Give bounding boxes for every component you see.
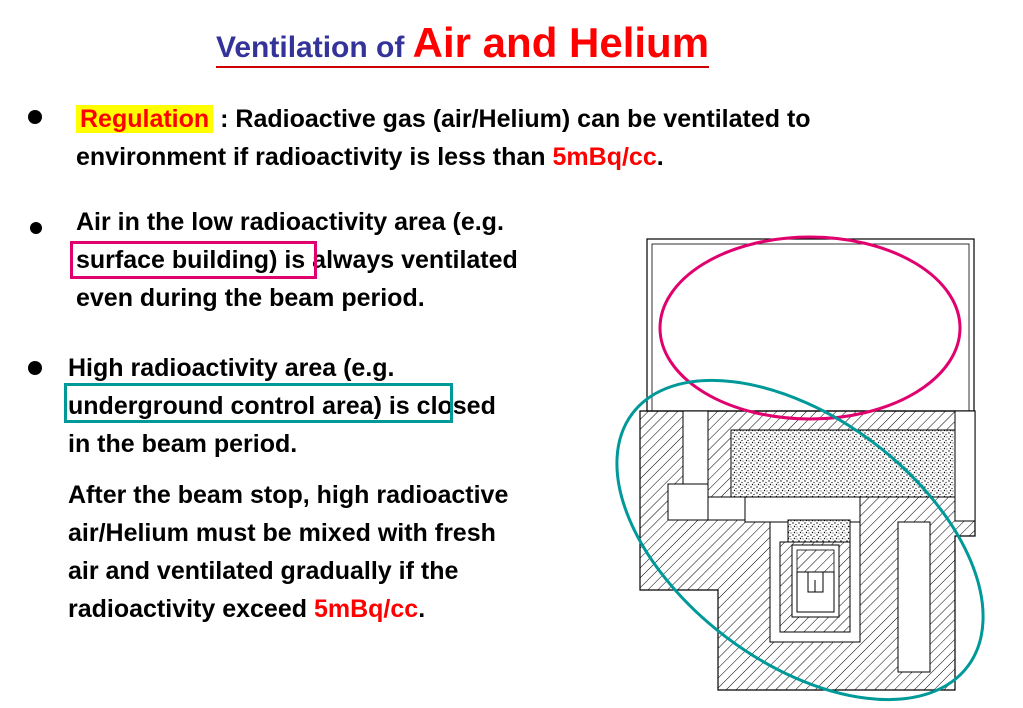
underground-line2-rest: ) is closed: [373, 392, 496, 420]
underground-structure-shape: [640, 411, 975, 690]
regulation-label: Regulation: [76, 105, 213, 133]
after-beam-line3: air and ventilated gradually if the: [68, 557, 459, 585]
surface-line3: even during the beam period.: [76, 284, 425, 312]
surface-line2-rest: ) is always ventilated: [269, 246, 518, 274]
surface-boxed-term: surface building: [76, 246, 270, 274]
underground-line3: in the beam period.: [68, 430, 298, 458]
title-prefix: Ventilation of: [216, 31, 413, 64]
regulation-limit-value: 5mBq/cc: [552, 143, 657, 171]
after-beam-line2: air/Helium must be mixed with fresh: [68, 519, 496, 547]
regulation-line2-end: .: [656, 143, 664, 171]
underground-boxed-term: underground control area: [68, 392, 374, 420]
after-beam-line4-end: .: [418, 595, 426, 623]
surface-line1: Air in the low radioactivity area (e.g.: [76, 208, 504, 236]
after-beam-line4: radioactivity exceed: [68, 595, 314, 623]
title-highlight: Air and Helium: [412, 19, 710, 66]
after-beam-limit-value: 5mBq/cc: [313, 595, 419, 623]
after-beam-line1: After the beam stop, high radioactive: [68, 481, 509, 509]
regulation-line2: environment if radioactivity is less than: [76, 143, 553, 171]
regulation-line1: : Radioactive gas (air/Helium) can be ventilated to: [213, 105, 811, 133]
underground-line1: High radioactivity area (e.g.: [68, 354, 395, 382]
